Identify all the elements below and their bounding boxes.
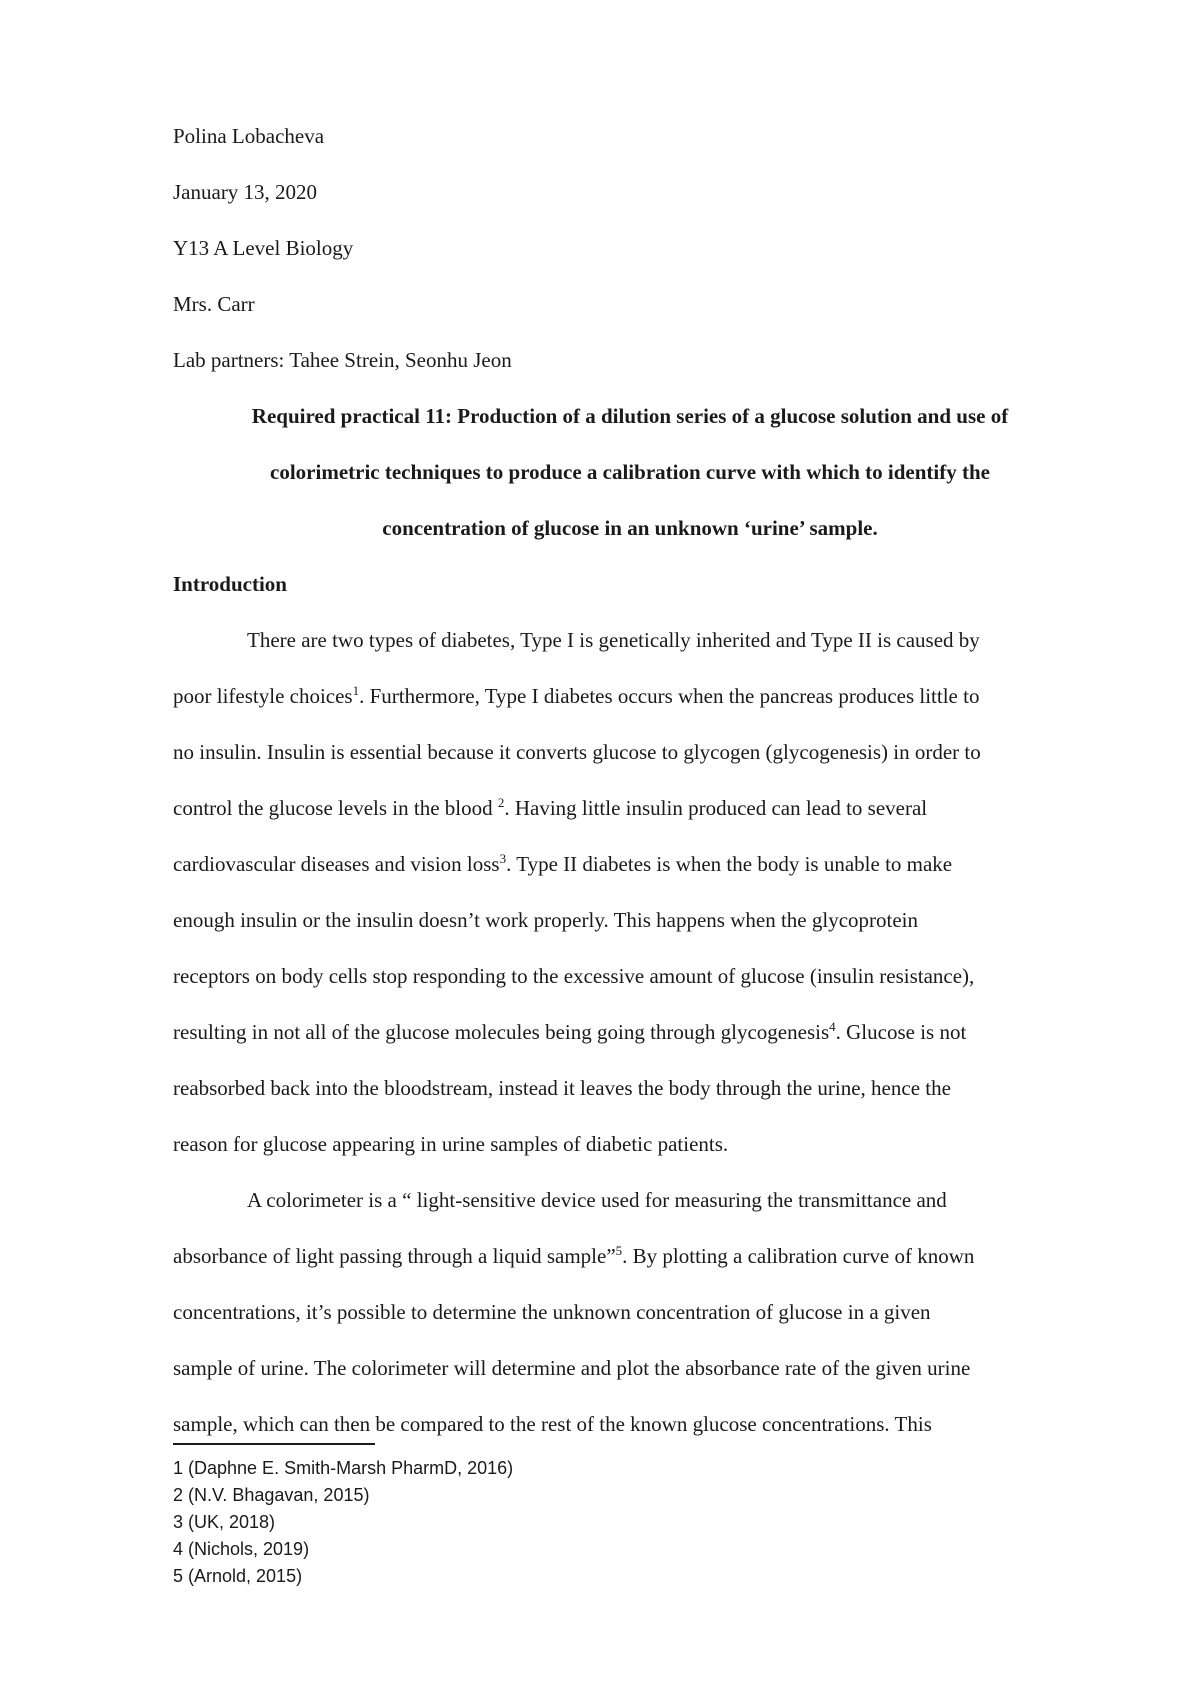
document-title (173, 388, 1110, 556)
title-line-2: colorimetric techniques to produce a calibration curve with which to identify the (270, 460, 990, 484)
footnote-1: 1 (Daphne E. Smith-Marsh PharmD, 2016) (173, 1458, 514, 1478)
text-line: A colorimeter is a “ light-sensitive device used for measuring the transmittance and (247, 1188, 947, 1212)
title-line-3: concentration of glucose in an unknown ‘urine’ sample. (382, 516, 878, 540)
introduction-paragraph-2 (173, 1172, 1110, 1452)
footnote-4: 4 (Nichols, 2019) (173, 1539, 310, 1559)
introduction-heading: Introduction (173, 572, 287, 596)
footnote-ref: 3 (499, 851, 507, 866)
text-line: control the glucose levels in the blood $^2$. Having little insulin produced can lead to several (173, 795, 928, 820)
text-line: enough insulin or the insulin doesn’t work properly. This happens when the glycoprotein (173, 908, 918, 932)
text-line: concentrations, it’s possible to determine the unknown concentration of glucose in a given (173, 1300, 931, 1324)
lab-partners: Lab partners: Tahee Strein, Seonhu Jeon (173, 348, 512, 372)
footnote-ref: 4 (829, 1019, 836, 1034)
text-line: sample of urine. The colorimeter will determine and plot the absorbance rate of the given urine (173, 1356, 971, 1380)
text-line: reason for glucose appearing in urine samples of diabetic patients. (173, 1132, 729, 1156)
text-line: There are two types of diabetes, Type I is genetically inherited and Type II is caused by (247, 628, 980, 652)
footnote-separator (173, 1443, 375, 1445)
title-line-1: Required practical 11: Production of a dilution series of a glucose solution and use of (251, 404, 1009, 428)
text-line: absorbance of light passing through a liquid sample”$^5$. By plotting a calibration curve of known (173, 1243, 975, 1268)
text-line: no insulin. Insulin is essential because it converts glucose to glycogen (glycogenesis) in order to (173, 740, 981, 764)
footnote-ref: 1 (352, 683, 360, 698)
text-line: cardiovascular diseases and vision loss$^3$. Type II diabetes is when the body is unable to make (173, 851, 953, 876)
text-line: receptors on body cells stop responding to the excessive amount of glucose (insulin resistance), (173, 964, 975, 988)
course-name: Y13 A Level Biology (173, 236, 354, 260)
introduction-paragraph-1 (173, 612, 1110, 1172)
author-name: Polina Lobacheva (173, 124, 325, 148)
document-date: January 13, 2020 (173, 180, 318, 204)
text-line: reabsorbed back into the bloodstream, instead it leaves the body through the urine, hence the (173, 1076, 951, 1100)
footnote-3: 3 (UK, 2018) (173, 1512, 276, 1532)
teacher-name: Mrs. Carr (173, 292, 255, 316)
footnote-5: 5 (Arnold, 2015) (173, 1566, 303, 1586)
footnote-ref: 2 (497, 795, 505, 810)
footnotes (173, 1455, 513, 1590)
text-line: resulting in not all of the glucose molecules being going through glycogenesis$^4$. Glucose is not (173, 1019, 967, 1044)
footnote-ref: 5 (615, 1243, 623, 1258)
footnote-2: 2 (N.V. Bhagavan, 2015) (173, 1485, 370, 1505)
text-line: sample, which can then be compared to the rest of the known glucose concentrations. This (173, 1412, 932, 1436)
text-line: poor lifestyle choices$^1$. Furthermore, Type I diabetes occurs when the pancreas produces little to (173, 683, 980, 708)
